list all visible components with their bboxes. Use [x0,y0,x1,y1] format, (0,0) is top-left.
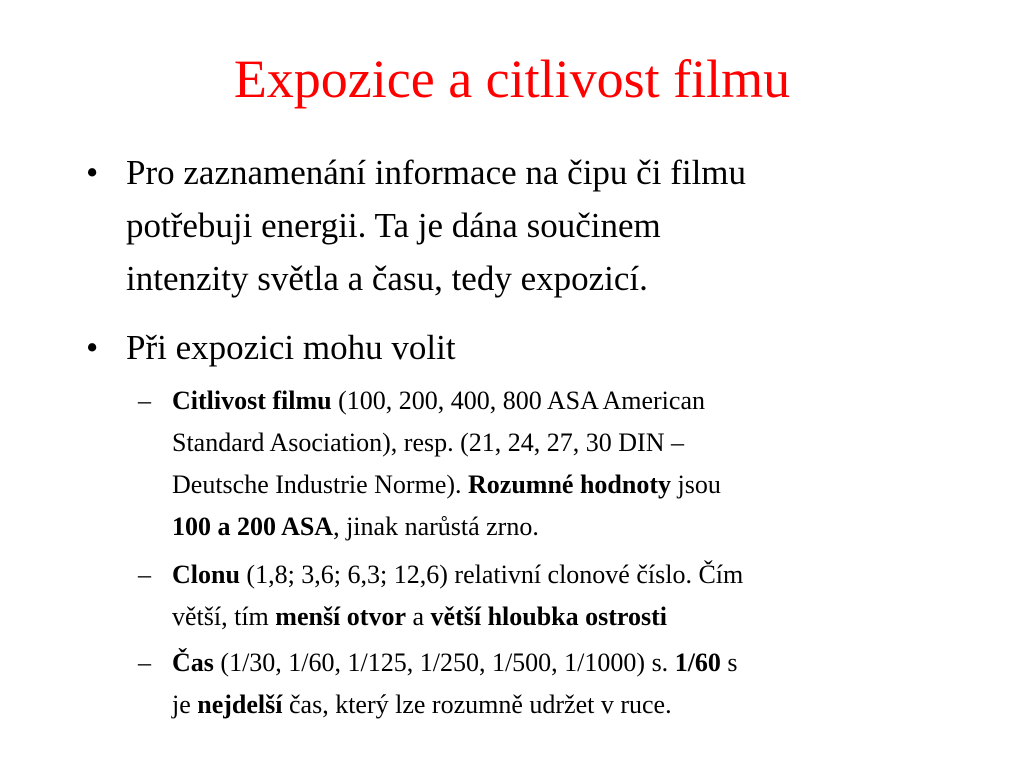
bold-term: nejdelší [197,690,283,719]
bold-term: Rozumné hodnoty [468,470,672,499]
dash-marker: – [138,648,151,677]
sub-line: Čas (1/30, 1/60, 1/125, 1/250, 1/500, 1/1000) s. 1/60 s [172,648,738,677]
bullet-line: potřebuji energii. Ta je dána součinem [126,206,661,245]
bullet-marker: • [86,328,99,367]
sub-line: je nejdelší čas, který lze rozumně udržet v ruce. [172,690,672,719]
bullet-line: Pro zaznamenání informace na čipu či filmu [126,153,747,192]
sub-line: Clonu (1,8; 3,6; 6,3; 12,6) relativní clonové číslo. Čím [172,560,744,589]
dash-marker: – [138,386,151,415]
bullet-text [126,146,746,305]
bullet-line: Při expozici mohu volit [126,328,456,367]
dash-marker: – [138,560,151,589]
sub-line: větší, tím menší otvor a větší hloubka ostrosti [172,602,667,631]
sub-text [172,642,738,726]
slide-title: Expozice a citlivost filmu [233,49,791,109]
bold-term: Clonu [172,560,240,589]
bold-term: větší hloubka ostrosti [430,602,667,631]
bold-term: menší otvor [275,602,406,631]
sub-text [172,380,721,548]
sub-text [172,554,743,638]
bold-term: Čas [172,648,214,677]
sub-line: 100 a 200 ASA, jinak narůstá zrno. [172,512,539,541]
sub-line: Citlivost filmu (100, 200, 400, 800 ASA American [172,386,705,415]
bold-term: Citlivost filmu [172,386,332,415]
bold-term: 100 a 200 ASA [172,512,334,541]
sub-line: Standard Asociation), resp. (21, 24, 27, 30 DIN – [172,428,684,457]
bold-term: 1/60 [674,648,721,677]
bullet-text [126,321,456,374]
bullet-line: intenzity světla a času, tedy expozicí. [126,259,648,298]
bullet-marker: • [86,153,99,192]
sub-line: Deutsche Industrie Norme). Rozumné hodnoty jsou [172,470,721,499]
